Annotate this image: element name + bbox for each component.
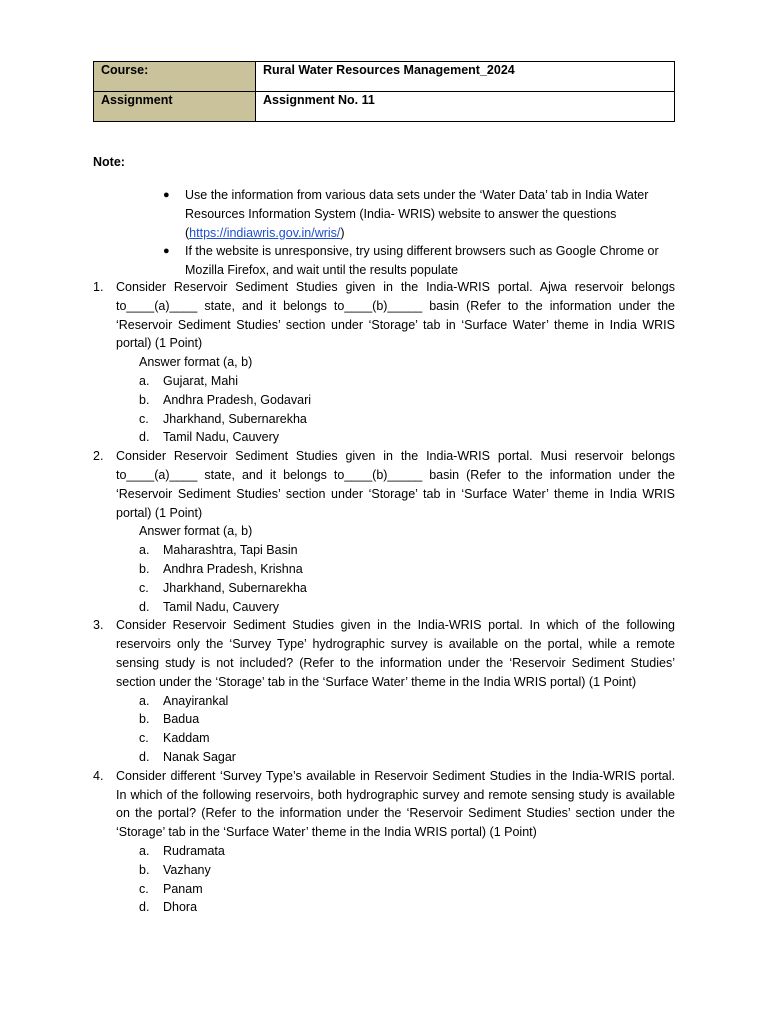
assignment-label: Assignment: [101, 93, 173, 107]
option-item: [139, 579, 675, 598]
option-item: [139, 541, 675, 560]
option-item: [139, 880, 675, 899]
note-bullet-list: [163, 186, 675, 280]
option-item: [139, 710, 675, 729]
option-item: [139, 598, 675, 617]
option-text: Andhra Pradesh, Godavari: [163, 392, 312, 407]
question-number: 2.: [93, 449, 104, 464]
question-2: [93, 447, 675, 616]
answer-format: Answer format (a, b): [139, 524, 253, 539]
option-label: d.: [139, 599, 150, 614]
option-label: b.: [139, 712, 150, 727]
note-bullet-text-end: ): [340, 225, 345, 240]
option-item: [139, 560, 675, 579]
question-text: Consider Reservoir Sediment Studies given in the India-WRIS portal. Musi reservoir belongs to____(a)____ state, and it belongs to____(b)_____ basin (Refer to the information under the ‘Reservoir Sediment Studies’ section under ‘Storage’ tab in ‘Surface Water’ theme in India WRIS portal) (1 Point): [116, 449, 675, 520]
option-text: Vazhany: [163, 862, 211, 877]
question-3: [93, 616, 675, 766]
wris-link[interactable]: https://indiawris.gov.in/wris/: [189, 225, 341, 240]
question-number: 4.: [93, 768, 104, 783]
option-label: d.: [139, 430, 150, 445]
course-value-cell: [256, 62, 675, 92]
option-list: [116, 692, 675, 767]
course-label-cell: [94, 62, 256, 92]
question-4: [93, 767, 675, 917]
note-bullet-text: If the website is unresponsive, try using different browsers such as Google Chrome or Mozilla Firefox, and wait until the results populate: [185, 244, 659, 278]
option-text: Tamil Nadu, Cauvery: [163, 430, 280, 445]
option-text: Kaddam: [163, 731, 210, 746]
bullet-dot-icon: ●: [163, 245, 170, 258]
course-row: [94, 62, 675, 92]
option-text: Nanak Sagar: [163, 749, 236, 764]
note-bullet: [163, 186, 675, 242]
assignment-value: Assignment No. 11: [263, 93, 375, 107]
option-label: b.: [139, 862, 150, 877]
option-label: b.: [139, 392, 150, 407]
option-label: c.: [139, 411, 149, 426]
option-text: Jharkhand, Subernarekha: [163, 580, 307, 595]
option-text: Badua: [163, 712, 200, 727]
option-text: Rudramata: [163, 843, 225, 858]
note-title: Note:: [93, 155, 125, 169]
course-value: Rural Water Resources Management_2024: [263, 63, 515, 77]
question-list: [93, 278, 675, 917]
option-list: [116, 372, 675, 447]
option-label: b.: [139, 561, 150, 576]
option-item: [139, 729, 675, 748]
question-text: Consider Reservoir Sediment Studies given in the India-WRIS portal. In which of the following reservoirs only the ‘Survey Type’ hydrographic survey is available on the portal, while a remote sensing study is not included? (Refer to the information under the ‘Reservoir Sediment Studies’ section under the ‘Storage’ tab in the ‘Surface Water’ theme in the India WRIS portal) (1 Point): [116, 618, 675, 689]
option-list: [116, 541, 675, 616]
option-text: Tamil Nadu, Cauvery: [163, 599, 280, 614]
option-text: Dhora: [163, 900, 198, 915]
course-info-table: [93, 61, 675, 122]
option-item: [139, 372, 675, 391]
option-item: [139, 692, 675, 711]
option-text: Jharkhand, Subernarekha: [163, 411, 307, 426]
option-label: c.: [139, 731, 149, 746]
assignment-row: [94, 92, 675, 122]
bullet-dot-icon: ●: [163, 189, 170, 201]
option-text: Gujarat, Mahi: [163, 373, 239, 388]
note-bullet-text: Use the information from various data sets under the ‘Water Data’ tab in India Water Resources Information System (India- WRIS) website to answer the questions (: [185, 188, 649, 240]
option-text: Anayirankal: [163, 693, 229, 708]
option-item: [139, 861, 675, 880]
option-item: [139, 748, 675, 767]
assignment-label-cell: [94, 92, 256, 122]
option-label: d.: [139, 900, 150, 915]
option-item: [139, 391, 675, 410]
option-text: Maharashtra, Tapi Basin: [163, 543, 298, 558]
assignment-value-cell: [256, 92, 675, 122]
question-number: 1.: [93, 280, 104, 294]
question-text: Consider different ‘Survey Type’s available in Reservoir Sediment Studies in the India-WRIS portal. In which of the following reservoirs, both hydrographic survey and remote sensing study is available on the portal? (Refer to the information under the ‘Reservoir Sediment Studies’ section under the ‘Storage’ tab in the ‘Surface Water’ theme in the India WRIS portal) (1 Point): [116, 768, 675, 840]
option-item: [139, 428, 675, 447]
option-list: [116, 842, 675, 917]
question-number: 3.: [93, 618, 104, 633]
option-label: c.: [139, 580, 149, 595]
note-bullet: [163, 242, 675, 280]
course-label: Course:: [101, 63, 149, 77]
option-label: a.: [139, 843, 150, 858]
option-label: d.: [139, 749, 150, 764]
option-item: [139, 410, 675, 429]
option-item: [139, 898, 675, 917]
answer-format: Answer format (a, b): [139, 355, 253, 370]
option-label: a.: [139, 693, 150, 708]
question-text: Consider Reservoir Sediment Studies given in the India-WRIS portal. Ajwa reservoir belongs to____(a)____ state, and it belongs to____(b)_____ basin (Refer to the information under the ‘Reservoir Sediment Studies’ section under ‘Storage’ tab in ‘Surface Water’ theme in India WRIS portal) (1 Point): [116, 280, 675, 351]
question-1: [93, 278, 675, 447]
option-label: a.: [139, 373, 150, 388]
option-text: Panam: [163, 881, 203, 896]
option-label: a.: [139, 543, 150, 558]
option-item: [139, 842, 675, 861]
option-label: c.: [139, 881, 149, 896]
option-text: Andhra Pradesh, Krishna: [163, 561, 303, 576]
